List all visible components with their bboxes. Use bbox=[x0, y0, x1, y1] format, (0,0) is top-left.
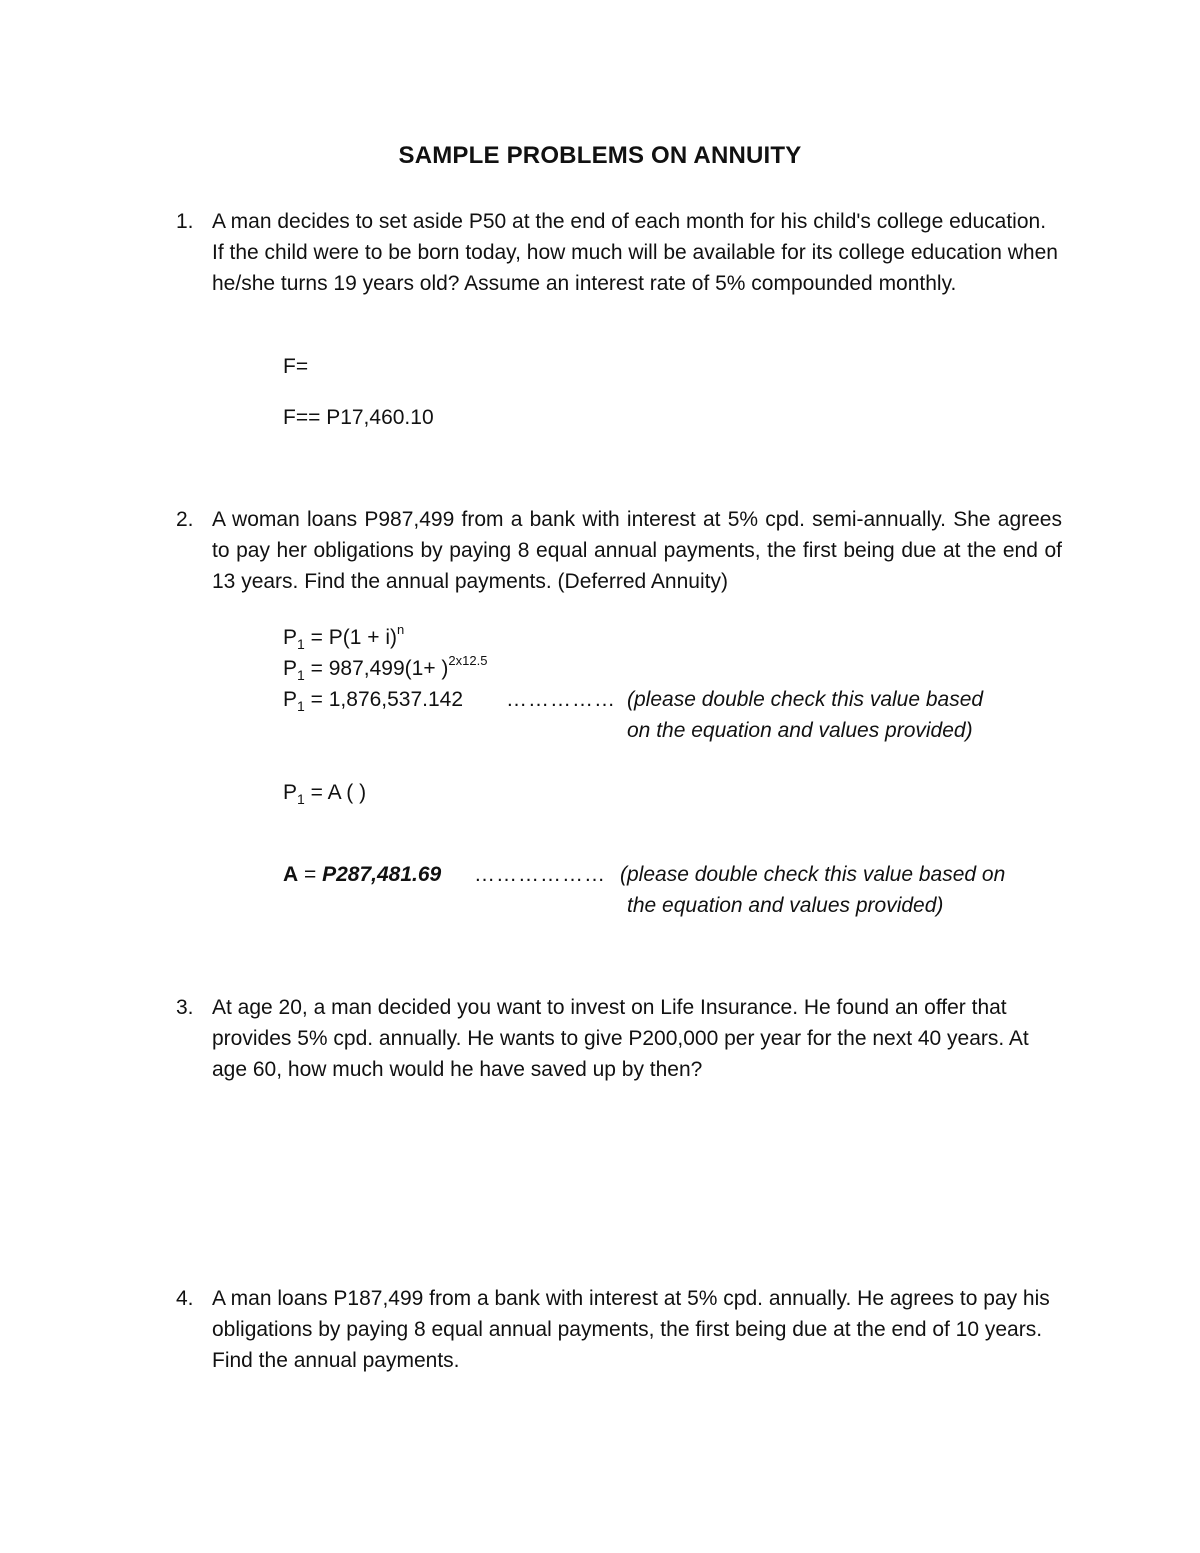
answer-label: A bbox=[283, 863, 299, 886]
equation-rest: = P(1 + i) bbox=[304, 626, 398, 649]
p-subscript: 1 bbox=[297, 791, 305, 807]
p-subscript: 1 bbox=[297, 636, 305, 652]
problem-text: A man loans P187,499 from a bank with interest at 5% cpd. annually. He agrees to pay his obligations by paying 8 equal annual payments, the first being due at the end of 10 years. Find the annual payments. bbox=[212, 1287, 1050, 1372]
exponent: 2x12.5 bbox=[448, 653, 488, 668]
page-title: SAMPLE PROBLEMS ON ANNUITY bbox=[398, 142, 802, 169]
equation-p1-formula bbox=[283, 622, 404, 655]
leader-dots: ……………… bbox=[474, 863, 606, 886]
p-subscript: 1 bbox=[297, 698, 305, 714]
answer-equals: = bbox=[298, 863, 323, 886]
problem-number: 3. bbox=[176, 996, 194, 1019]
problem-number: 2. bbox=[176, 508, 194, 531]
equation-rest: = 987,499(1+ ) bbox=[304, 657, 449, 680]
p-subscript: 1 bbox=[297, 667, 305, 683]
solution-1-line-1: F= bbox=[283, 355, 309, 378]
problem-3 bbox=[176, 992, 1066, 1085]
problem-1 bbox=[176, 206, 1066, 299]
equation-p1-value bbox=[283, 684, 463, 717]
check-note-2-line-1: (please double check this value based on bbox=[620, 863, 1006, 886]
problem-number: 4. bbox=[176, 1287, 194, 1310]
equation-p1-annuity bbox=[283, 777, 366, 810]
p-letter: P bbox=[283, 657, 298, 680]
solution-1-line-2: F== P17,460.10 bbox=[283, 406, 434, 429]
exponent: n bbox=[397, 622, 405, 637]
equation-p1-substitution bbox=[283, 653, 487, 686]
leader-dots: …………… bbox=[506, 688, 616, 711]
problem-2 bbox=[176, 504, 1066, 597]
problem-number: 1. bbox=[176, 210, 194, 233]
equation-rest: = A ( ) bbox=[304, 781, 367, 804]
answer-value: P287,481.69 bbox=[322, 863, 442, 886]
check-note-1-line-2: on the equation and values provided) bbox=[627, 719, 973, 742]
answer-line bbox=[283, 859, 441, 890]
p-letter: P bbox=[283, 688, 298, 711]
problem-4 bbox=[176, 1283, 1066, 1376]
p-letter: P bbox=[283, 781, 298, 804]
equation-rest: = 1,876,537.142 bbox=[304, 688, 464, 711]
problem-text: A man decides to set aside P50 at the end of each month for his child's college education. If the child were to be born today, how much will be available for its college education when he/she turns 19 years old? Assume an interest rate of 5% compounded monthly. bbox=[212, 210, 1058, 295]
check-note-2-line-2: the equation and values provided) bbox=[627, 894, 944, 917]
p-letter: P bbox=[283, 626, 298, 649]
problem-text: A woman loans P987,499 from a bank with interest at 5% cpd. semi-annually. She agrees to pay her obligations by paying 8 equal annual payments, the first being due at the end of 13 years. Find the annual payments. (Deferred Annuity) bbox=[212, 508, 1062, 593]
check-note-1-line-1: (please double check this value based bbox=[627, 688, 984, 711]
problem-text: At age 20, a man decided you want to invest on Life Insurance. He found an offer that provides 5% cpd. annually. He wants to give P200,000 per year for the next 40 years. At age 60, how much would he have saved up by then? bbox=[212, 996, 1029, 1081]
